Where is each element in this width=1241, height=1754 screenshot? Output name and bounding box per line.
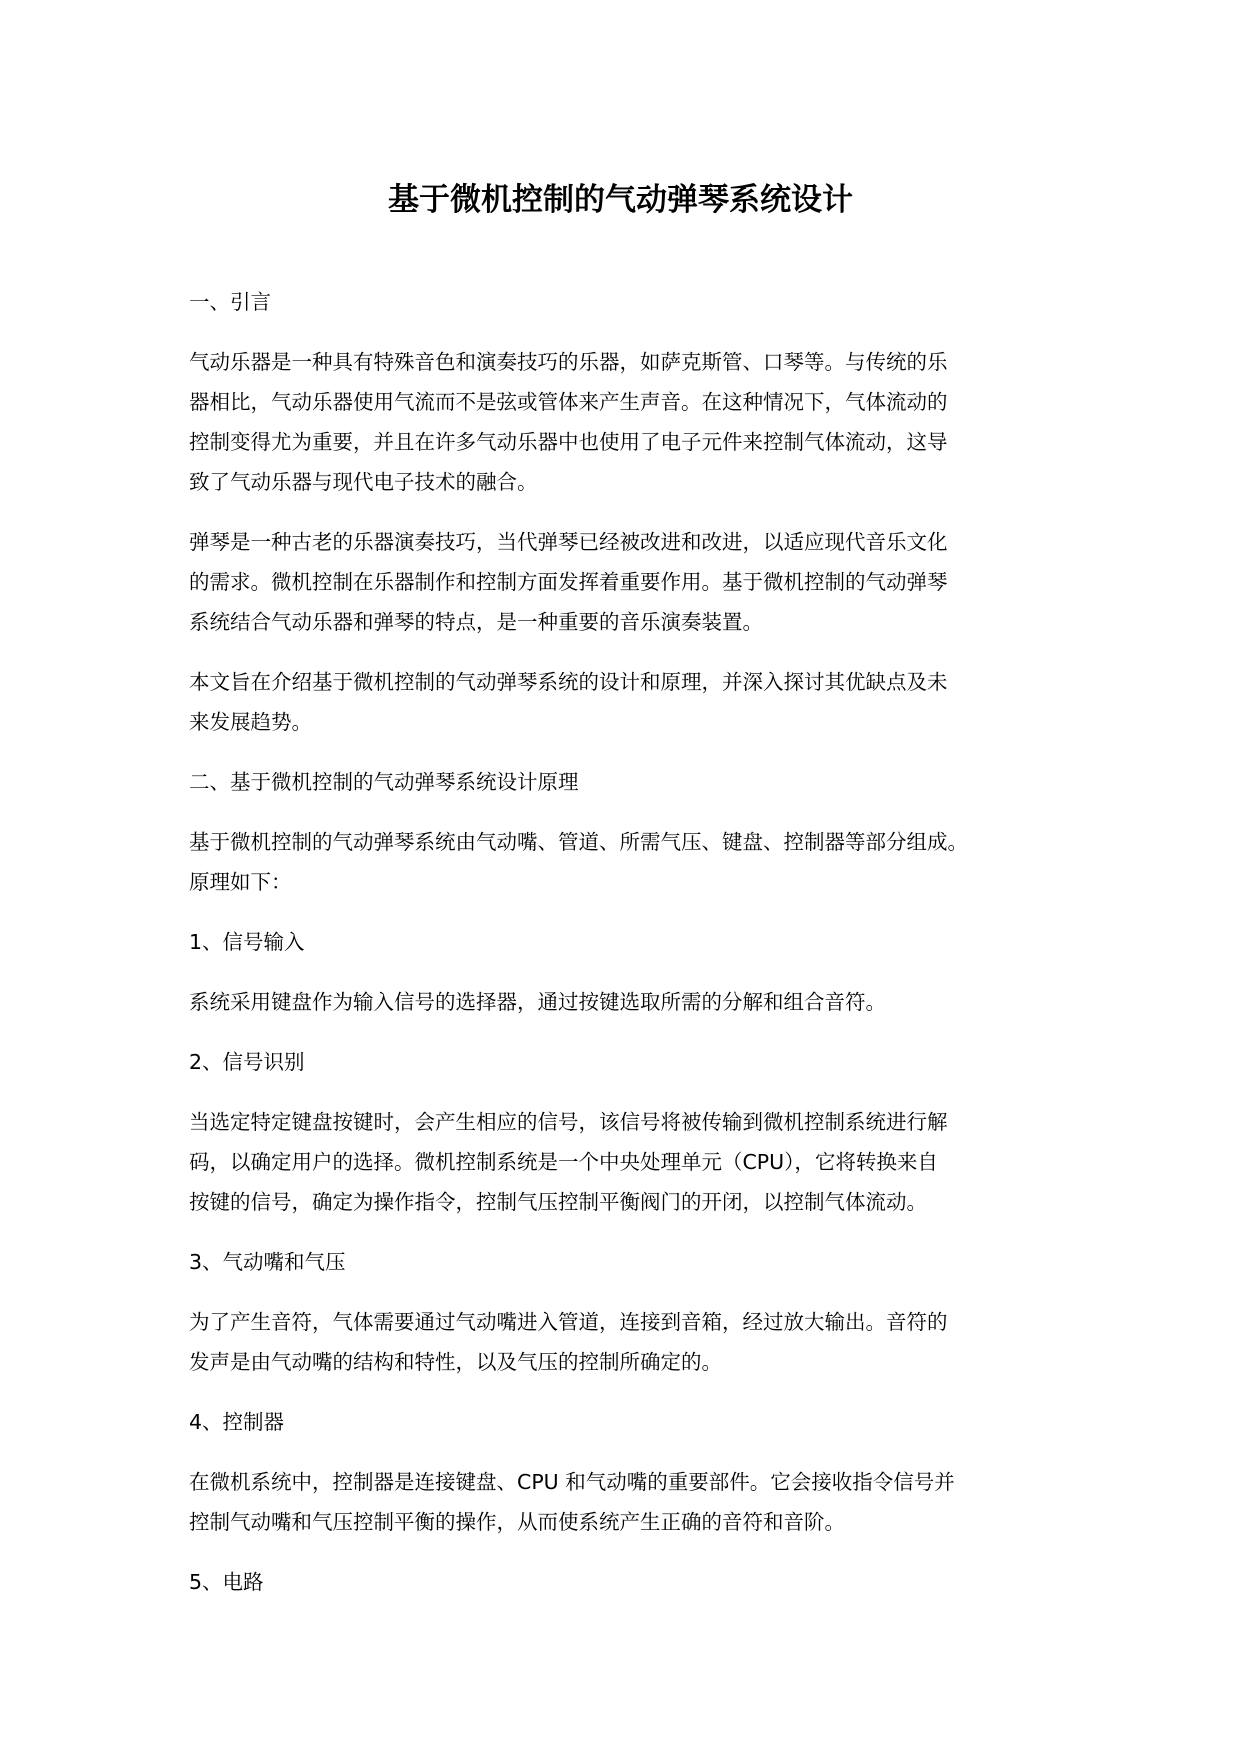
text-line: 的需求。微机控制在乐器制作和控制方面发挥着重要作用。基于微机控制的气动弹琴 bbox=[189, 570, 948, 594]
text-line: 致了气动乐器与现代电子技术的融合。 bbox=[189, 470, 538, 494]
text-line: 本文旨在介绍基于微机控制的气动弹琴系统的设计和原理，并深入探讨其优缺点及未 bbox=[189, 670, 948, 694]
paragraph-playing-instruments bbox=[189, 522, 1069, 642]
text-line: 系统采用键盘作为输入信号的选择器，通过按键选取所需的分解和组合音符。 bbox=[189, 990, 886, 1014]
text-line: 器相比，气动乐器使用气流而不是弦或管体来产生声音。在这种情况下，气体流动的 bbox=[189, 390, 948, 414]
text-line: 基于微机控制的气动弹琴系统由气动嘴、管道、所需气压、键盘、控制器等部分组成。 bbox=[189, 830, 968, 854]
document-body bbox=[189, 282, 1069, 1622]
subheading-controller: 4、控制器 bbox=[189, 1410, 285, 1434]
subheading-signal-recognition: 2、信号识别 bbox=[189, 1050, 305, 1074]
text-line: 码，以确定用户的选择。微机控制系统是一个中央处理单元（CPU），它将转换来自 bbox=[189, 1150, 938, 1174]
text-line: 按键的信号，确定为操作指令，控制气压控制平衡阀门的开闭，以控制气体流动。 bbox=[189, 1190, 927, 1214]
subheading-signal-input: 1、信号输入 bbox=[189, 930, 305, 954]
subheading-nozzle-and-pressure: 3、气动嘴和气压 bbox=[189, 1250, 346, 1274]
text-line: 控制变得尤为重要，并且在许多气动乐器中也使用了电子元件来控制气体流动，这导 bbox=[189, 430, 948, 454]
section-heading-design-principle: 二、基于微机控制的气动弹琴系统设计原理 bbox=[189, 770, 579, 794]
text-line: 来发展趋势。 bbox=[189, 710, 312, 734]
document-title: 基于微机控制的气动弹琴系统设计 bbox=[388, 182, 853, 218]
text-line: 气动乐器是一种具有特殊音色和演奏技巧的乐器，如萨克斯管、口琴等。与传统的乐 bbox=[189, 350, 948, 374]
text-line: 当选定特定键盘按键时，会产生相应的信号，该信号将被传输到微机控制系统进行解 bbox=[189, 1110, 948, 1134]
text-line: 为了产生音符，气体需要通过气动嘴进入管道，连接到音箱，经过放大输出。音符的 bbox=[189, 1310, 948, 1334]
paragraph-system-components bbox=[189, 822, 1069, 902]
paragraph-purpose bbox=[189, 662, 1069, 742]
text-line: 控制气动嘴和气压控制平衡的操作，从而使系统产生正确的音符和音阶。 bbox=[189, 1510, 845, 1534]
text-line: 原理如下： bbox=[189, 870, 292, 894]
subheading-circuit: 5、电路 bbox=[189, 1570, 264, 1594]
paragraph-controller bbox=[189, 1462, 1069, 1542]
paragraph-signal-input bbox=[189, 982, 1069, 1022]
paragraph-pneumatic-instruments bbox=[189, 342, 1069, 502]
paragraph-nozzle-and-pressure bbox=[189, 1302, 1069, 1382]
text-line: 发声是由气动嘴的结构和特性，以及气压的控制所确定的。 bbox=[189, 1350, 722, 1374]
paragraph-signal-recognition bbox=[189, 1102, 1069, 1222]
text-line: 在微机系统中，控制器是连接键盘、CPU 和气动嘴的重要部件。它会接收指令信号并 bbox=[189, 1470, 955, 1494]
text-line: 系统结合气动乐器和弹琴的特点，是一种重要的音乐演奏装置。 bbox=[189, 610, 763, 634]
text-line: 弹琴是一种古老的乐器演奏技巧，当代弹琴已经被改进和改进，以适应现代音乐文化 bbox=[189, 530, 948, 554]
section-heading-introduction: 一、引言 bbox=[189, 290, 271, 314]
